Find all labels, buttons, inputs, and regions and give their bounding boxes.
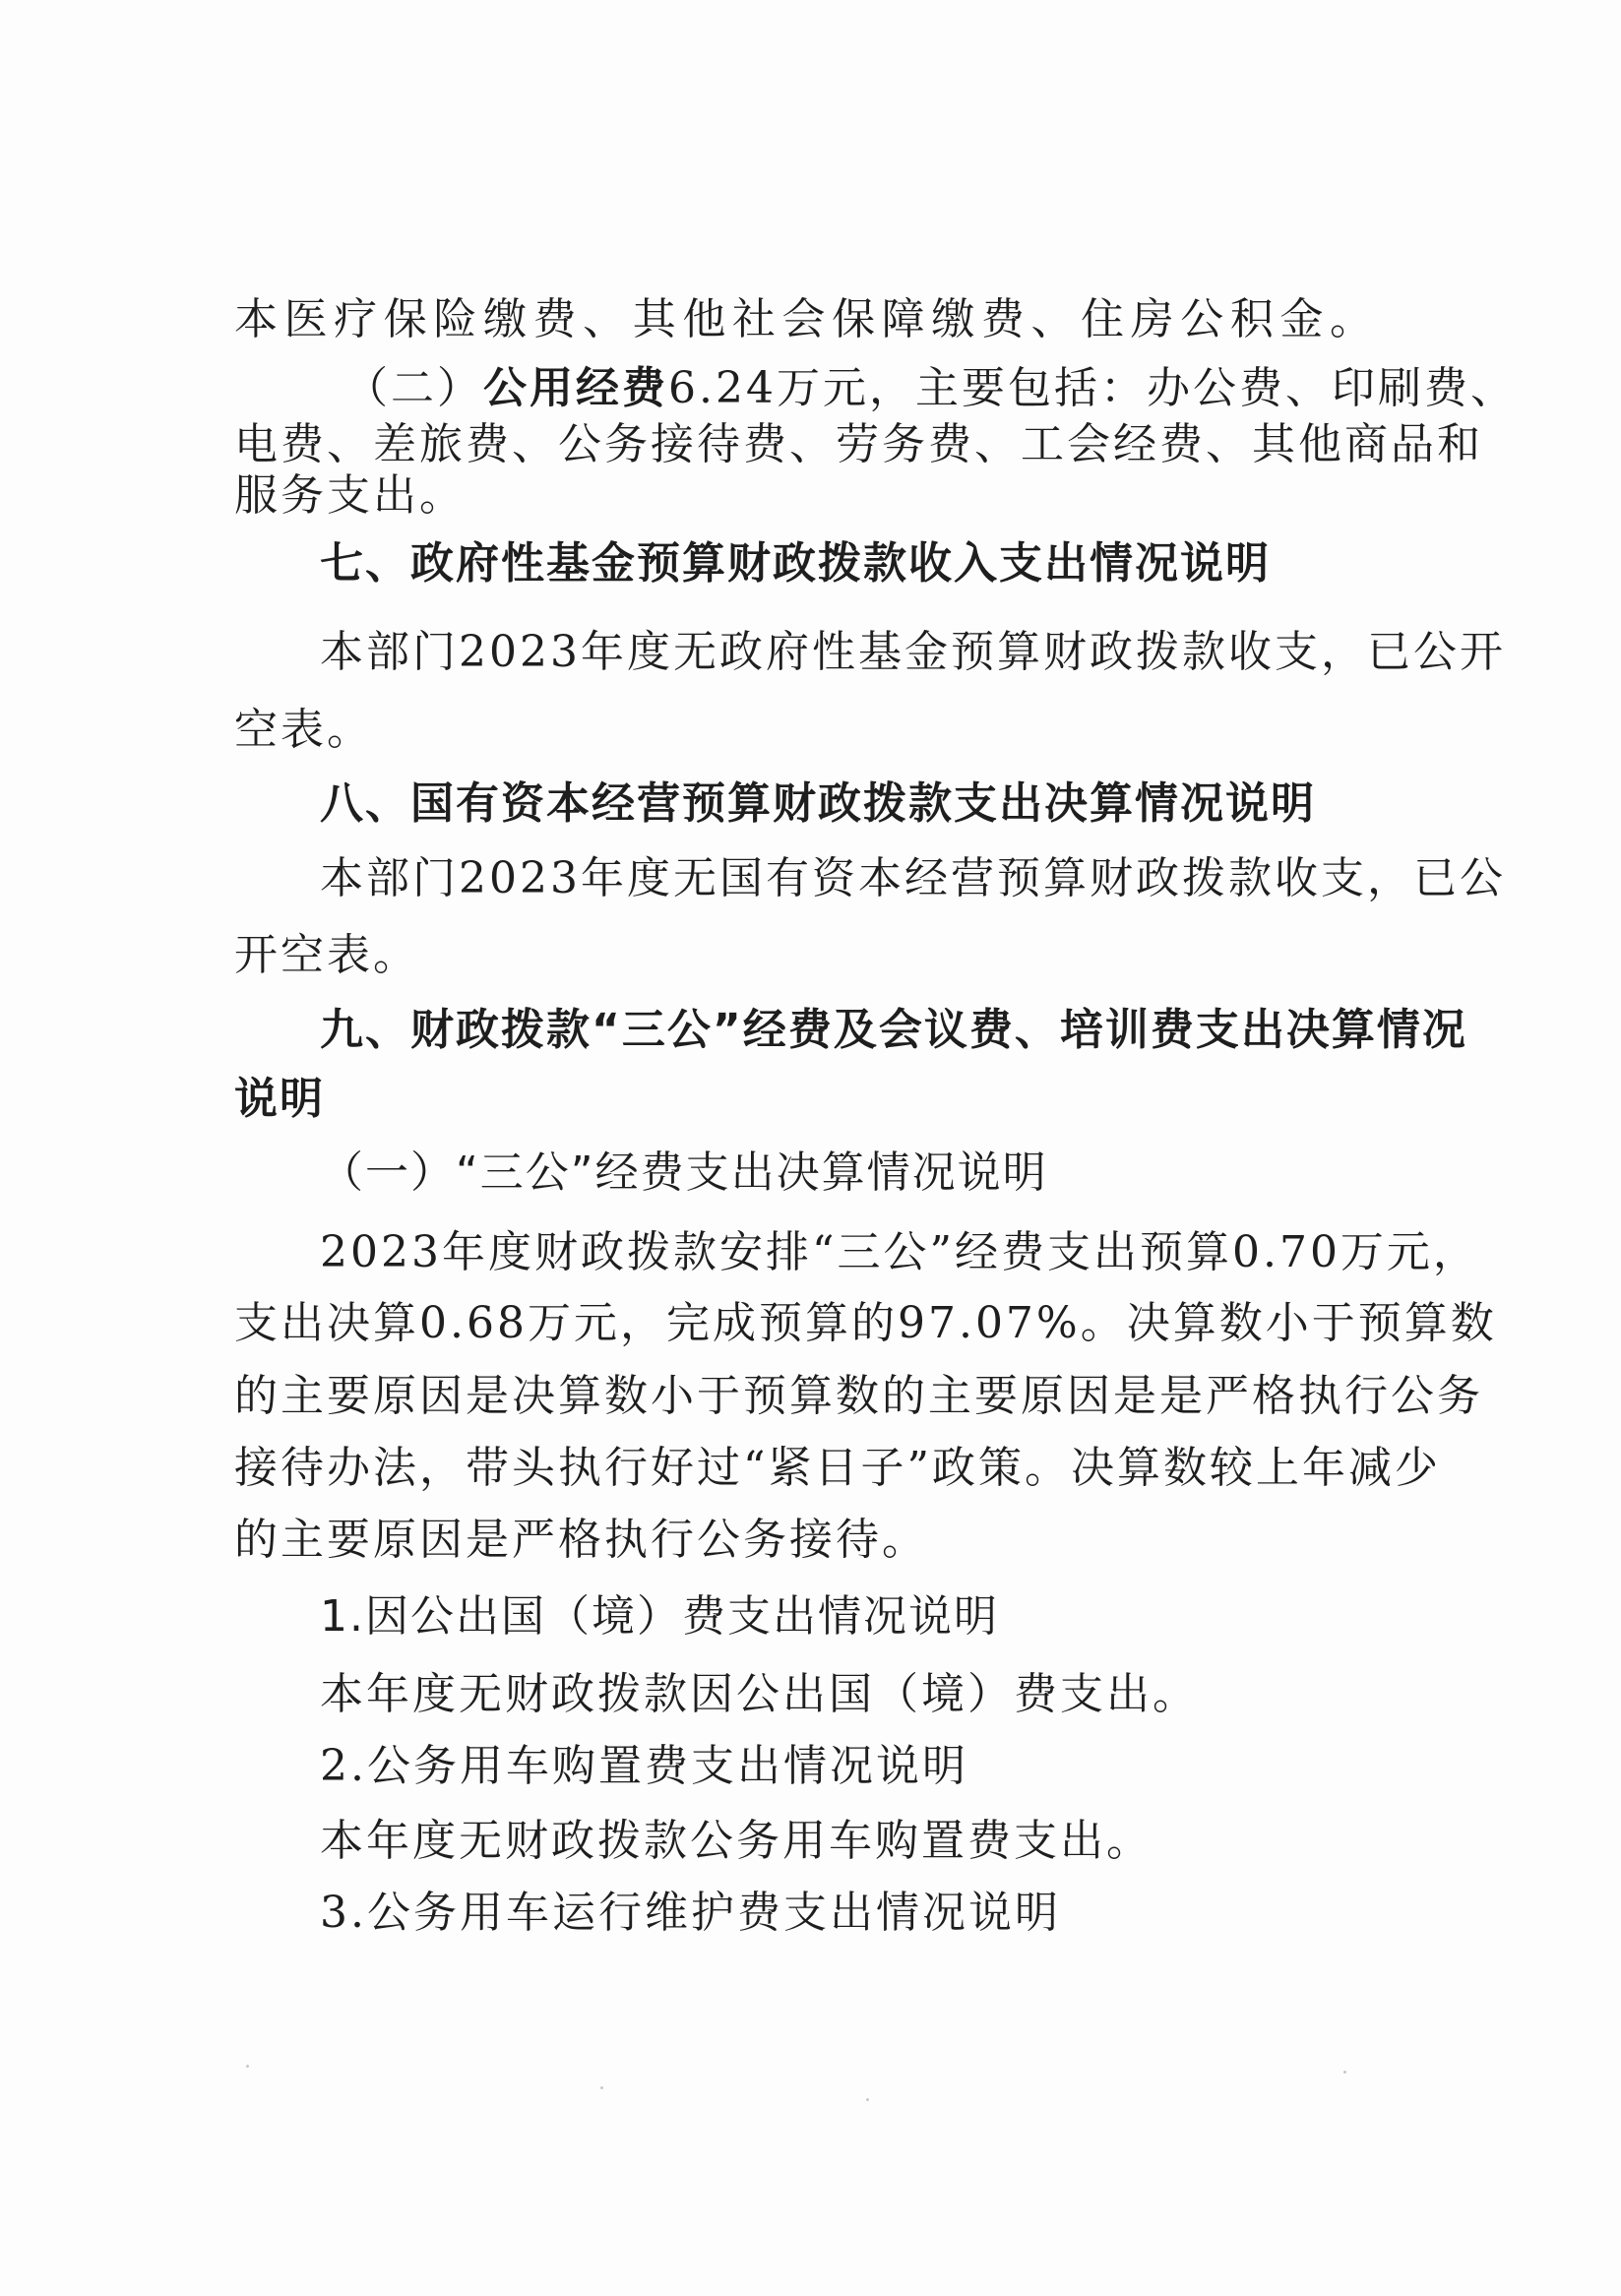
scan-speck <box>866 2098 869 2101</box>
paragraph-line <box>320 1226 1479 1279</box>
section-heading <box>320 1004 1467 1057</box>
paragraph-line <box>234 1370 1483 1423</box>
text-run: 的主要原因是严格执行公务接待。 <box>234 1515 928 1565</box>
text-run: 本医疗保险缴费、其他社会保障缴费、住房公积金。 <box>234 294 1376 344</box>
text-run: 开空表。 <box>234 930 419 980</box>
paragraph-line <box>234 929 419 982</box>
heading-text: 八、国有资本经营预算财政拨款支出决算情况说明 <box>320 778 1316 829</box>
paragraph-line <box>234 418 1483 471</box>
subheading-text: （一）“三公”经费支出决算情况说明 <box>320 1148 1048 1198</box>
heading-text: 说明 <box>234 1074 325 1124</box>
section-heading <box>234 1073 325 1126</box>
text-run: 2023年度财政拨款安排“三公”经费支出预算0.70万元， <box>320 1227 1479 1277</box>
text-run: 本年度无财政拨款因公出国（境）费支出。 <box>320 1669 1199 1719</box>
heading-text: 七、政府性基金预算财政拨款收入支出情况说明 <box>320 538 1271 589</box>
paragraph-line <box>344 362 1517 415</box>
paragraph-line <box>234 1297 1497 1350</box>
paragraph-line <box>234 293 1376 346</box>
subheading-text: 2.公务用车购置费支出情况说明 <box>320 1741 968 1791</box>
paragraph-line <box>320 852 1506 905</box>
paragraph-line <box>234 704 373 757</box>
bold-term: 公用经费 <box>483 363 668 413</box>
subheading-text: 3.公务用车运行维护费支出情况说明 <box>320 1888 1061 1938</box>
subheading-text: 1.因公出国（境）费支出情况说明 <box>320 1591 999 1642</box>
text-run: 本部门2023年度无国有资本经营预算财政拨款收支，已公 <box>320 853 1506 903</box>
text-run: 支出决算0.68万元，完成预算的97.07%。决算数小于预算数 <box>234 1298 1497 1348</box>
text-run: （二） <box>344 363 483 413</box>
text-run: 服务支出。 <box>234 470 466 521</box>
paragraph-line <box>320 626 1506 679</box>
paragraph-line <box>234 1514 928 1567</box>
section-heading <box>320 537 1271 590</box>
subsection-heading <box>320 1147 1048 1200</box>
section-heading <box>320 777 1316 831</box>
text-run: 接待办法，带头执行好过“紧日子”政策。决算数较上年减少 <box>234 1443 1441 1493</box>
paragraph-line <box>320 1815 1153 1868</box>
text-run: 6.24万元，主要包括：办公费、印刷费、 <box>668 363 1517 413</box>
heading-text: 九、财政拨款“三公”经费及会议费、培训费支出决算情况 <box>320 1005 1467 1055</box>
scan-speck <box>246 2065 249 2068</box>
paragraph-line <box>234 1442 1441 1495</box>
paragraph-line <box>234 469 466 523</box>
text-run: 本部门2023年度无政府性基金预算财政拨款收支，已公开 <box>320 627 1506 677</box>
subsection-heading <box>320 1887 1061 1940</box>
subsection-heading <box>320 1590 999 1644</box>
text-run: 空表。 <box>234 705 373 755</box>
text-run: 的主要原因是决算数小于预算数的主要原因是是严格执行公务 <box>234 1371 1483 1421</box>
text-run: 本年度无财政拨款公务用车购置费支出。 <box>320 1816 1153 1866</box>
scan-speck <box>1343 2071 1346 2074</box>
text-run: 电费、差旅费、公务接待费、劳务费、工会经费、其他商品和 <box>234 419 1483 469</box>
paragraph-line <box>320 1668 1199 1721</box>
scan-speck <box>600 2086 603 2089</box>
subsection-heading <box>320 1740 968 1793</box>
